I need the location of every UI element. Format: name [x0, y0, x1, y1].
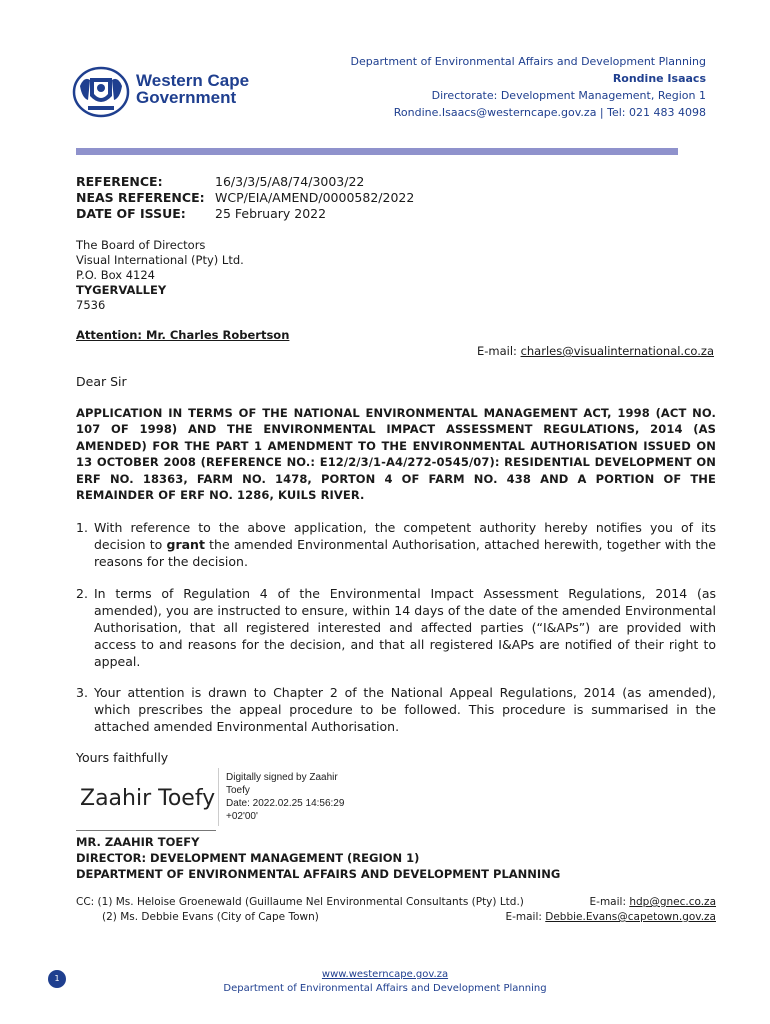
address-line: The Board of Directors: [76, 238, 206, 252]
contact-name: Rondine Isaacs: [612, 72, 706, 85]
signature-meta: Toefy: [226, 785, 250, 796]
address-line: TYGERVALLEY: [76, 283, 167, 297]
recipient-email-link[interactable]: charles@visualinternational.co.za: [520, 344, 714, 358]
footer: [0, 968, 770, 996]
paragraph-text-part: With reference to the above application, the competent authority hereby notifies you of its decision to: [94, 520, 716, 552]
department-contact-block: [351, 53, 706, 121]
department-name: Department of Environmental Affairs and Development Planning: [350, 55, 706, 68]
footer-department: Department of Environmental Affairs and Development Planning: [223, 983, 547, 994]
signature-meta: +02'00': [226, 811, 258, 822]
subject-heading: APPLICATION IN TERMS OF THE NATIONAL ENVIRONMENTAL MANAGEMENT ACT, 1998 (ACT NO. 107 OF 1998) AND THE ENVIRONMENTAL IMPACT ASSESSMENT REGULATIONS, 2014 (AS AMENDED) FOR THE PART 1 AMENDMENT TO THE ENVIRONMENTAL AUTHORISATION ISSUED ON 13 OCTOBER 2008 (REFERENCE NO.: E12/2/3/1-A4/272-0545/07): RESIDENTIAL DEVELOPMENT ON ERF NO. 18363, FARM NO. 1478, PORTON 4 OF FARM NO. 438 AND A PORTION OF THE REMAINDER OF ERF NO. 1286, KUILS RIVER.: [76, 406, 716, 503]
brand-name: [136, 72, 249, 106]
paragraph-3: [76, 684, 716, 735]
paragraph-text-part: the amended Environmental Authorisation, attached herewith, together with the reasons for the decision.: [94, 537, 716, 569]
signature-line: [76, 830, 216, 831]
paragraph-number: 3.: [76, 685, 88, 700]
cc-row: [76, 895, 716, 910]
neas-reference-label: NEAS REFERENCE:: [76, 190, 205, 205]
cc-email-link[interactable]: Debbie.Evans@capetown.gov.za: [545, 911, 716, 923]
contact-line: Rondine.Isaacs@westerncape.gov.za | Tel: 021 483 4098: [393, 106, 706, 119]
signature-meta: Date: 2022.02.25 14:56:29: [226, 798, 345, 809]
date-of-issue-value: 25 February 2022: [215, 206, 327, 221]
brand-line-2: Government: [136, 88, 237, 107]
signer-name: MR. ZAAHIR TOEFY: [76, 835, 200, 849]
email-label: E-mail:: [476, 344, 521, 358]
signer-department: DEPARTMENT OF ENVIRONMENTAL AFFAIRS AND DEVELOPMENT PLANNING: [76, 867, 561, 881]
directorate: Directorate: Development Management, Region 1: [431, 89, 706, 102]
cc-email-link[interactable]: hdp@gnec.co.za: [629, 896, 716, 908]
recipient-address: [76, 238, 244, 313]
signer-block: [76, 834, 560, 882]
address-line: Visual International (Pty) Ltd.: [76, 253, 244, 267]
cc-row: [76, 910, 716, 925]
signature-meta: Digitally signed by Zaahir: [226, 772, 338, 783]
neas-reference-value: WCP/EIA/AMEND/0000582/2022: [215, 190, 415, 205]
neas-reference-row: [76, 190, 414, 206]
cc-email: [590, 895, 716, 910]
reference-value: 16/3/3/5/A8/74/3003/22: [215, 174, 365, 189]
cc-email-label: E-mail:: [505, 911, 546, 923]
signer-title: DIRECTOR: DEVELOPMENT MANAGEMENT (REGION 1): [76, 851, 420, 865]
paragraph-text: [94, 519, 716, 570]
western-cape-coat-of-arms-logo: [72, 66, 130, 118]
date-of-issue-label: DATE OF ISSUE:: [76, 206, 186, 221]
signature-divider: [218, 768, 223, 826]
digital-signature-details: [226, 771, 344, 823]
cc-block: [76, 895, 716, 925]
address-line: P.O. Box 4124: [76, 268, 155, 282]
date-of-issue-row: [76, 206, 414, 222]
closing: Yours faithfully: [76, 750, 169, 765]
page-number-badge: 1: [48, 970, 66, 988]
cc-recipient: (2) Ms. Debbie Evans (City of Cape Town): [102, 911, 319, 923]
paragraph-number: 1.: [76, 520, 88, 535]
cc-email: [505, 910, 716, 925]
cc-email-label: E-mail:: [589, 896, 630, 908]
header-divider: [76, 148, 678, 155]
attention-line: Attention: Mr. Charles Robertson: [76, 328, 290, 342]
paragraph-text: Your attention is drawn to Chapter 2 of the National Appeal Regulations, 2014 (as amended), which prescribes the appeal procedure to be followed. This procedure is summarised in the attached amended Environmental Authorisation.: [94, 685, 716, 734]
footer-website-link[interactable]: www.westerncape.gov.za: [321, 969, 449, 980]
signature-name: Zaahir Toefy: [80, 786, 216, 811]
salutation: Dear Sir: [76, 374, 127, 389]
recipient-email: [477, 344, 714, 358]
reference-label: REFERENCE:: [76, 174, 163, 189]
paragraph-2: [76, 585, 716, 670]
paragraph-number: 2.: [76, 586, 88, 601]
reference-row: [76, 174, 414, 190]
paragraph-bold-word: grant: [166, 537, 205, 552]
paragraph-text: In terms of Regulation 4 of the Environmental Impact Assessment Regulations, 2014 (as amended), you are instructed to ensure, within 14 days of the date of the amended Environmental Authorisation, that all registered interested and affected parties (“I&APs”) are provided with access to and reasons for the decision, and that all registered I&APs are notified of their right to appeal.: [94, 586, 716, 669]
paragraph-1: [76, 519, 716, 570]
reference-block: [76, 174, 414, 222]
address-line: 7536: [76, 298, 106, 312]
brand-line-1: Western Cape: [136, 71, 250, 90]
cc-recipient: CC: (1) Ms. Heloise Groenewald (Guillaume Nel Environmental Consultants (Pty) Ltd.): [76, 896, 524, 908]
